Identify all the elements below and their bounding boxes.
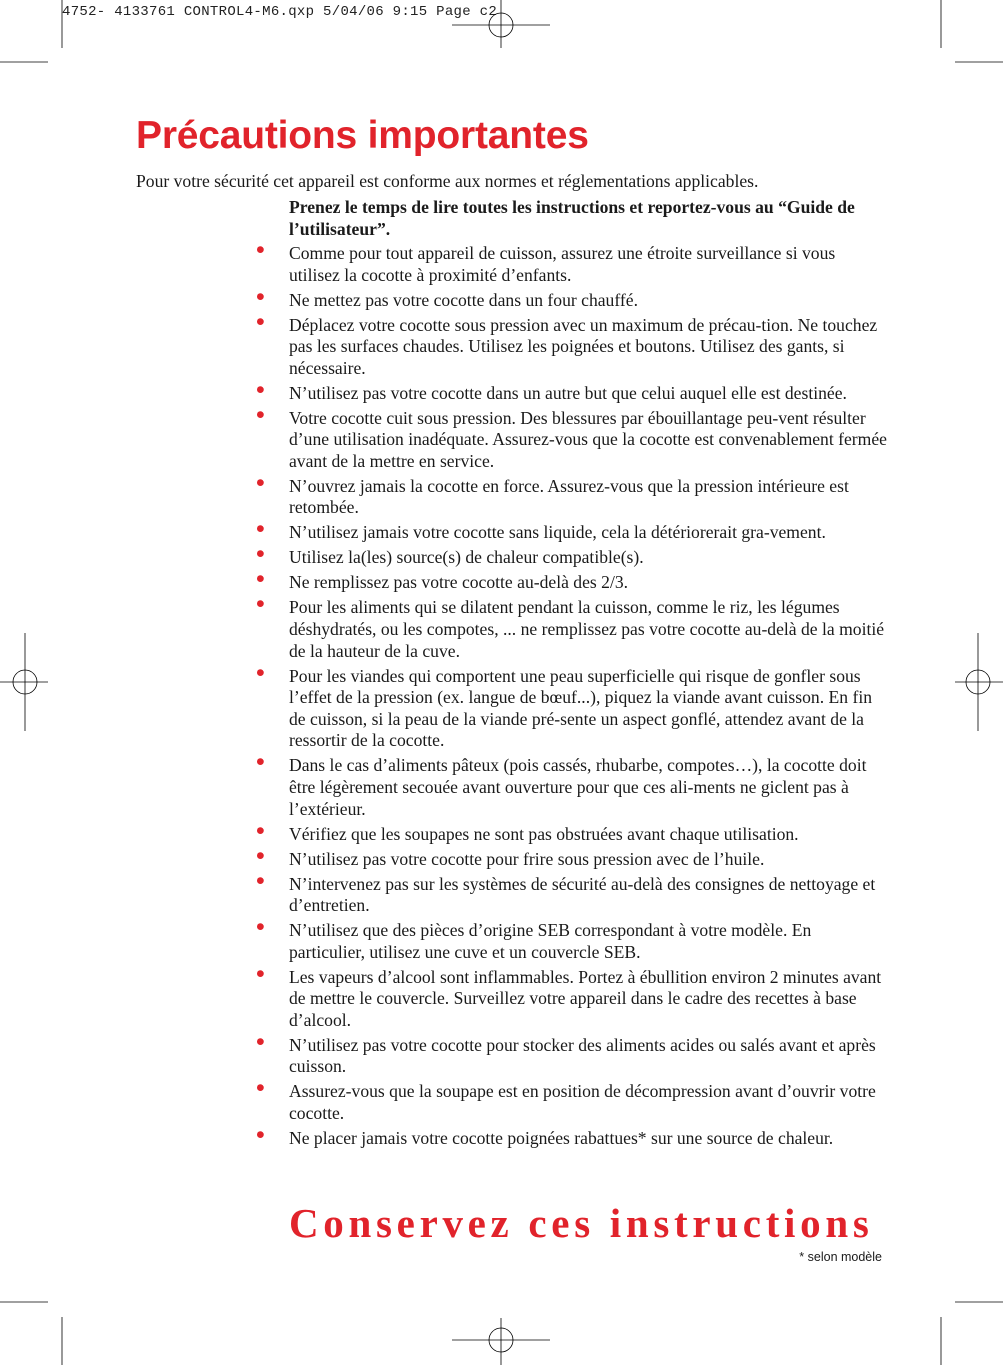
list-item: • Comme pour tout appareil de cuisson, assurez une étroite surveillance si vous utilisez la cocotte à proximité d’enfants. xyxy=(289,243,889,286)
list-item: • Assurez-vous que la soupape est en position de décompression avant d’ouvrir votre cocotte. xyxy=(289,1081,889,1124)
list-item: • Déplacez votre cocotte sous pression avec un maximum de précau-tion. Ne touchez pas les surfaces chaudes. Utilisez les poignées et boutons. Utilisez des gants, si nécessaire. xyxy=(289,315,889,380)
list-item: • N’utilisez pas votre cocotte pour stocker des aliments acides ou salés avant et après cuisson. xyxy=(289,1035,889,1078)
list-item: • Ne placer jamais votre cocotte poignées rabattues* sur une source de chaleur. xyxy=(289,1128,889,1150)
list-item: • Dans le cas d’aliments pâteux (pois cassés, rhubarbe, compotes…), la cocotte doit être légèrement secouée avant ouverture pour que ces ali-ments ne giclent pas à l’extérieur. xyxy=(289,755,889,820)
list-item: • Vérifiez que les soupapes ne sont pas obstruées avant chaque utilisation. xyxy=(289,824,889,846)
list-item: • Utilisez la(les) source(s) de chaleur compatible(s). xyxy=(289,547,889,569)
intro-text: Pour votre sécurité cet appareil est conforme aux normes et réglementations applicables. xyxy=(136,171,759,191)
list-item: • N’utilisez que des pièces d’origine SEB correspondant à votre modèle. En particulier, utilisez une cuve et un couvercle SEB. xyxy=(289,920,889,963)
list-item: • Ne remplissez pas votre cocotte au-delà des 2/3. xyxy=(289,572,889,594)
registration-mark-right xyxy=(955,633,1003,731)
page-title: Précautions importantes xyxy=(136,114,589,157)
lead-instruction: Prenez le temps de lire toutes les instructions et reportez-vous au “Guide de l’utilisateur”. xyxy=(289,197,855,239)
registration-mark-top xyxy=(452,0,550,48)
list-item: • Les vapeurs d’alcool sont inflammables. Portez à ébullition environ 2 minutes avant de mettre le couvercle. Surveillez votre appareil dans le cadre des recettes à base d’alcool. xyxy=(289,967,889,1032)
footnote: * selon modèle xyxy=(799,1250,882,1264)
list-item: • N’ouvrez jamais la cocotte en force. Assurez-vous que la pression intérieure est retombée. xyxy=(289,476,889,519)
list-item: • N’utilisez pas votre cocotte dans un autre but que celui auquel elle est destinée. xyxy=(289,383,889,405)
registration-mark-bottom xyxy=(452,1318,550,1365)
precautions-list xyxy=(289,243,889,1153)
list-item: • Ne mettez pas votre cocotte dans un four chauffé. xyxy=(289,290,889,312)
registration-mark-left xyxy=(0,633,48,731)
list-item: • N’utilisez jamais votre cocotte sans liquide, cela la détériorerait gra-vement. xyxy=(289,522,889,544)
print-slug: 4752- 4133761 CONTROL4-M6.qxp 5/04/06 9:15 Page c2 xyxy=(62,4,498,20)
list-item: • N’utilisez pas votre cocotte pour frire sous pression avec de l’huile. xyxy=(289,849,889,871)
keep-instructions-title: Conservez ces instructions xyxy=(289,1200,874,1246)
list-item: • Pour les viandes qui comportent une peau superficielle qui risque de gonfler sous l’effet de la pression (ex. langue de bœuf...), piquez la viande avant cuisson. En fin de cuisson, si la peau de la viande pré-sente un aspect gonflé, attendez avant de la ressortir de la cocotte. xyxy=(289,666,889,752)
list-item: • Pour les aliments qui se dilatent pendant la cuisson, comme le riz, les légumes déshydratés, ou les compotes, ... ne remplissez pas votre cocotte au-delà de la moitié de la hauteur de la cuve. xyxy=(289,597,889,662)
list-item: • Votre cocotte cuit sous pression. Des blessures par ébouillantage peu-vent résulter d’une utilisation inadéquate. Assurez-vous que la cocotte est convenablement fermée avant de la mettre en service. xyxy=(289,408,889,473)
list-item: • N’intervenez pas sur les systèmes de sécurité au-delà des consignes de nettoyage et d’entretien. xyxy=(289,874,889,917)
